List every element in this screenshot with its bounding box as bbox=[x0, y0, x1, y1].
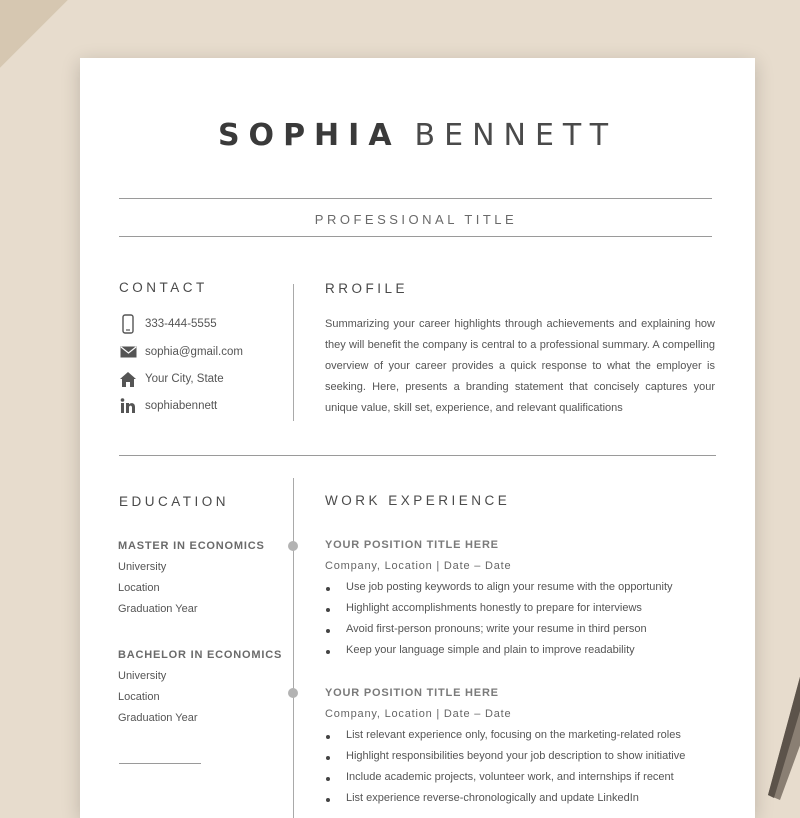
phone-icon bbox=[118, 314, 138, 334]
contact-heading: CONTACT bbox=[119, 280, 208, 295]
education-location: Location bbox=[118, 691, 160, 703]
timeline-dot bbox=[288, 688, 298, 698]
job-bullet: Include academic projects, volunteer work, and internships if recent bbox=[346, 771, 674, 783]
section-divider-rule bbox=[119, 455, 716, 456]
contact-text: Your City, State bbox=[145, 373, 224, 385]
profile-summary: Summarizing your career highlights through achievements and explaining how they will benefit the company is central to a professional summary. A compelling overview of your career provides a quick response to what the employer is seeking. Here, presents a branding statement that concisely captures your unique value, skill set, experience, and relevant qualifications bbox=[325, 318, 715, 414]
job-bullet: Highlight accomplishments honestly to prepare for interviews bbox=[346, 602, 642, 614]
last-name: BENNETT bbox=[414, 118, 618, 153]
timeline-line bbox=[293, 478, 294, 818]
contact-location bbox=[118, 368, 224, 390]
work-heading: WORK EXPERIENCE bbox=[325, 493, 511, 508]
job-company-line: Company, Location | Date – Date bbox=[325, 560, 512, 572]
job-title: YOUR POSITION TITLE HERE bbox=[325, 687, 499, 699]
contact-linkedin bbox=[118, 395, 217, 417]
contact-text: sophia@gmail.com bbox=[145, 346, 243, 358]
education-university: University bbox=[118, 670, 167, 682]
header-divider-line bbox=[293, 284, 294, 421]
job-bullet: List experience reverse-chronologically and update LinkedIn bbox=[346, 792, 639, 804]
candidate-name bbox=[80, 118, 755, 153]
job-bullet: Highlight responsibilities beyond your job description to show initiative bbox=[346, 750, 686, 762]
professional-title: PROFESSIONAL TITLE bbox=[314, 212, 518, 227]
home-icon bbox=[118, 369, 138, 389]
background-corner-decoration bbox=[0, 0, 73, 73]
education-graduation: Graduation Year bbox=[118, 603, 198, 615]
linkedin-icon bbox=[118, 396, 138, 416]
education-degree: MASTER IN ECONOMICS bbox=[118, 540, 265, 552]
contact-phone bbox=[118, 313, 217, 335]
education-end-rule bbox=[119, 763, 201, 764]
title-bottom-rule bbox=[119, 236, 712, 237]
title-top-rule bbox=[119, 198, 712, 199]
contact-text: sophiabennett bbox=[145, 400, 218, 412]
job-bullet: Use job posting keywords to align your resume with the opportunity bbox=[346, 581, 673, 593]
resume-page bbox=[80, 58, 755, 818]
job-bullet: Avoid first-person pronouns; write your resume in third person bbox=[346, 623, 647, 635]
timeline-dot bbox=[288, 541, 298, 551]
profile-heading: RROFILE bbox=[325, 281, 409, 296]
education-degree: BACHELOR IN ECONOMICS bbox=[118, 649, 283, 661]
education-graduation: Graduation Year bbox=[118, 712, 198, 724]
contact-email bbox=[118, 341, 243, 363]
education-location: Location bbox=[118, 582, 160, 594]
first-name: SOPHIA bbox=[217, 118, 401, 153]
pen-decoration bbox=[750, 640, 800, 800]
job-bullet: List relevant experience only, focusing on the marketing-related roles bbox=[346, 729, 681, 741]
contact-text: 333-444-5555 bbox=[145, 318, 217, 330]
job-title: YOUR POSITION TITLE HERE bbox=[325, 539, 499, 551]
job-company-line: Company, Location | Date – Date bbox=[325, 708, 512, 720]
education-heading: EDUCATION bbox=[119, 494, 230, 509]
envelope-icon bbox=[118, 342, 138, 362]
job-bullet: Keep your language simple and plain to improve readability bbox=[346, 644, 635, 656]
education-university: University bbox=[118, 561, 167, 573]
